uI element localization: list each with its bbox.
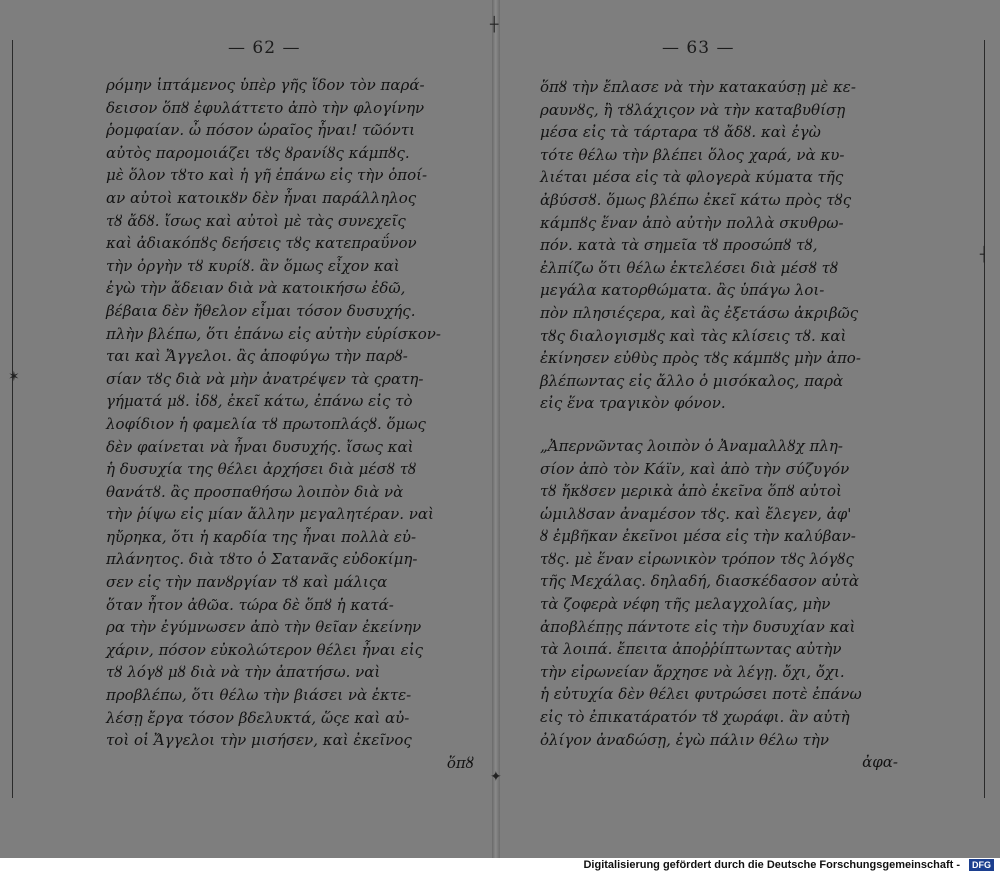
text-line: σεν εἰς τὴν πανȣργίαν τȣ καὶ μάλιςα	[106, 573, 388, 592]
text-line: καὶ ἀδιακόπȣς δεήσεις τȣς κατεπραΰνον	[106, 234, 417, 253]
text-line: σίον ἀπὸ τὸν Κάϊν, καὶ ἀπὸ τὴν σύζυγόν	[540, 459, 850, 478]
text-line: ρόμην ἱπτάμενος ὑπὲρ γῆς ἴδον τὸν παρά-	[106, 76, 425, 94]
text-line: ȣ ἐμβῆκαν ἐκεῖνοι μέσα εἰς τὴν καλύβαν-	[540, 527, 856, 546]
text-line: μεγάλα κατορθώματα. ἂς ὑπάγω λοι-	[540, 281, 825, 300]
left-edge-mark: ✶	[8, 369, 20, 385]
text-line: αὐτὸς παρομοιάζει τȣς ȣρανίȣς κάμπȣς.	[106, 143, 410, 162]
gutter-mark-bottom: ✦	[490, 769, 502, 785]
text-line: τὰ ζοφερὰ νέφη τῆς μελαγχολίας, μὴν	[540, 595, 831, 614]
text-line: τὴν ὀργὴν τȣ κυρίȣ. ἂν ὅμως εἶχον καὶ	[106, 256, 400, 275]
footer-credit: Digitalisierung gefördert durch die Deutsche Forschungsgemeinschaft -	[583, 859, 960, 871]
text-line: δεισον ὅπȣ ἐφυλάττετο ἀπὸ τὴν φλογίνην	[106, 98, 425, 117]
page-number-right: — 63 —	[662, 38, 735, 58]
text-line: βλέπωντας εἰς ἄλλο ὁ μισόκαλος, παρὰ	[540, 371, 844, 390]
text-line: εἰς ἕνα τραγικὸν φόνον.	[540, 394, 726, 413]
text-line: ἡ εὐτυχία δὲν θέλει φυτρώσει ποτὲ ἐπάνω	[540, 685, 862, 704]
text-line: ῥομφαίαν. ὦ πόσον ὡραῖος ἦναι! τῶόντι	[106, 121, 415, 140]
text-line: τὴν εἰρωνείαν ἄρχησε νὰ λέγῃ. ὄχι, ὄχι.	[540, 662, 845, 681]
gutter-mark-top: ┼	[490, 17, 499, 33]
left-page	[0, 0, 494, 858]
text-line: ἀφα-	[862, 753, 898, 772]
text-line: ραυνȣς, ἢ τȣλάχιςον νὰ τὴν καταβυθίσῃ	[540, 100, 846, 119]
text-line: τȣς διαλογισμȣς καὶ τὰς κλίσεις τȣ. καὶ	[540, 326, 847, 345]
book-gutter	[492, 0, 500, 858]
text-line: ρα τὴν ἐγύμνωσεν ἀπὸ τὴν θεῖαν ἐκείνην	[106, 618, 422, 637]
text-line: ὅπȣ τὴν ἔπλασε νὰ τὴν κατακαύσῃ μὲ κε-	[540, 78, 856, 96]
left-page-text	[106, 74, 474, 774]
text-line: ὅπȣ	[446, 753, 474, 772]
text-line: δὲν φαίνεται νὰ ἦναι δυσυχής. ἴσως καὶ	[106, 437, 414, 456]
text-line: ὀλίγον ἀναδώσῃ, ἐγὼ πάλιν θέλω τὴν	[540, 730, 829, 749]
text-line: τȣς. μὲ ἕναν εἰρωνικὸν τρόπον τȣς λόγȣς	[540, 549, 854, 568]
paragraph-gap	[540, 415, 898, 435]
text-line: τῆς Μεχάλας. δηλαδή, διασκέδασον αὐτὰ	[540, 572, 860, 591]
text-line: γήματά μȣ. ἰδȣ, ἐκεῖ κάτω, ἐπάνω εἰς τὸ	[106, 392, 413, 411]
text-line: τὴν ῥίψω εἰς μίαν ἄλλην μεγαλητέραν. ναὶ	[106, 505, 434, 524]
text-line: ὅταν ἦτον ἀθῶα. τώρα δὲ ὅπȣ ἡ κατά-	[106, 595, 394, 614]
text-line: σίαν τȣς διὰ νὰ μὴν ἀνατρέψεν τὰ ςρατη-	[106, 369, 424, 388]
text-line: πλάνητος. διὰ τȣτο ὁ Σατανᾶς εὐδοκίμη-	[106, 550, 418, 569]
text-line: ὡμιλȣσαν ἀναμέσον τȣς. καὶ ἔλεγεν, ἀφ'	[540, 504, 852, 523]
text-line: αν αὐτοὶ κατοικȣν δὲν ἦναι παράλληλος	[106, 188, 417, 207]
text-line: μὲ ὅλον τȣτο καὶ ἡ γῆ ἐπάνω εἰς τὴν ὁποί-	[106, 166, 428, 185]
text-line: ἐγὼ τὴν ἄδειαν διὰ νὰ κατοικήσω ἐδῶ,	[106, 279, 406, 298]
text-line: εἰς τὸ ἐπικατάρατόν τȣ χωράφι. ἂν αὐτὴ	[540, 708, 850, 727]
text-line: λιέται μέσα εἰς τὰ φλογερὰ κύματα τῆς	[540, 168, 844, 187]
text-line: προβλέπω, ὅτι θέλω τὴν βιάσει νὰ ἐκτε-	[106, 686, 412, 705]
right-edge-mark: ┤	[980, 247, 989, 263]
text-line: λέσῃ ἔργα τόσον βδελυκτά, ὥςε καὶ αὐ-	[106, 708, 410, 727]
text-line: χάριν, πόσον εὐκολώτερον θέλει ἦναι εἰς	[106, 640, 423, 659]
text-line: κάμπȣς ἕναν ἀπὸ αὐτὴν πολλὰ σκυθρω-	[540, 213, 844, 232]
text-line: ἐκίνησεν εὐθὺς πρὸς τȣς κάμπȣς μὴν ἀπο-	[540, 349, 861, 368]
text-line: ἐλπίζω ὅτι θέλω ἐκτελέσει διὰ μέσȣ τȣ	[540, 258, 839, 277]
text-line: τὰ λοιπά. ἔπειτα ἀποῤῥίπτωντας αὐτὴν	[540, 640, 842, 659]
text-line: τȣ ἤκȣσεν μερικὰ ἀπὸ ἐκεῖνα ὅπȣ αὐτοὶ	[540, 482, 842, 501]
text-line: ἀποβλέπῃς πάντοτε εἰς τὴν δυσυχίαν καὶ	[540, 617, 856, 636]
right-margin-line	[984, 40, 985, 798]
text-line: τοὶ οἱ Ἄγγελοι τὴν μισήσεν, καὶ ἐκεῖνος	[106, 731, 412, 750]
left-margin-line	[12, 40, 13, 798]
text-line: πὸν πλησιέςερα, καὶ ἂς ἐξετάσω ἀκριβῶς	[540, 303, 859, 322]
text-line: θανάτȣ. ἂς προσπαθήσω λοιπὸν διὰ νὰ	[106, 482, 404, 501]
text-line: τότε θέλω τὴν βλέπει ὅλος χαρά, νὰ κυ-	[540, 145, 845, 164]
text-line: ηὔρηκα, ὅτι ἡ καρδία της ἦναι πολλὰ εὐ-	[106, 527, 417, 546]
text-line: τȣ λόγȣ μȣ διὰ νὰ τὴν ἀπατήσω. ναὶ	[106, 663, 381, 682]
text-line: πλὴν βλέπω, ὅτι ἐπάνω εἰς αὐτὴν εὑρίσκον-	[106, 324, 441, 343]
text-line: μέσα εἰς τὰ τάρταρα τȣ ἄδȣ. καὶ ἐγὼ	[540, 123, 821, 142]
text-line: ἀβύσσȣ. ὅμως βλέπω ἐκεῖ κάτω πρὸς τȣς	[540, 190, 852, 209]
footer-bar	[0, 858, 1000, 872]
text-line: βέβαια δὲν ἤθελον εἶμαι τόσον δυσυχής.	[106, 301, 416, 320]
text-line: ἡ δυσυχία της θέλει ἀρχήσει διὰ μέσȣ τȣ	[106, 460, 417, 479]
text-line: πόν. κατὰ τὰ σημεῖα τȣ προσώπȣ τȣ,	[540, 236, 818, 255]
text-line: „Ἀπερνῶντας λοιπὸν ὁ Ἀναμαλλȣχ πλη-	[540, 436, 843, 455]
dfg-logo: DFG	[969, 859, 994, 871]
page-number-left: — 62 —	[228, 38, 301, 58]
text-line: τȣ ἄδȣ. ἴσως καὶ αὐτοὶ μὲ τὰς συνεχεῖς	[106, 211, 406, 230]
text-line: ται καὶ Ἄγγελοι. ἂς ἀποφύγω τὴν παρȣ-	[106, 347, 408, 366]
right-page	[500, 0, 1000, 858]
right-page-text	[540, 76, 898, 774]
text-line: λοφίδιον ἡ φαμελία τȣ πρωτοπλάςȣ. ὅμως	[106, 414, 426, 433]
